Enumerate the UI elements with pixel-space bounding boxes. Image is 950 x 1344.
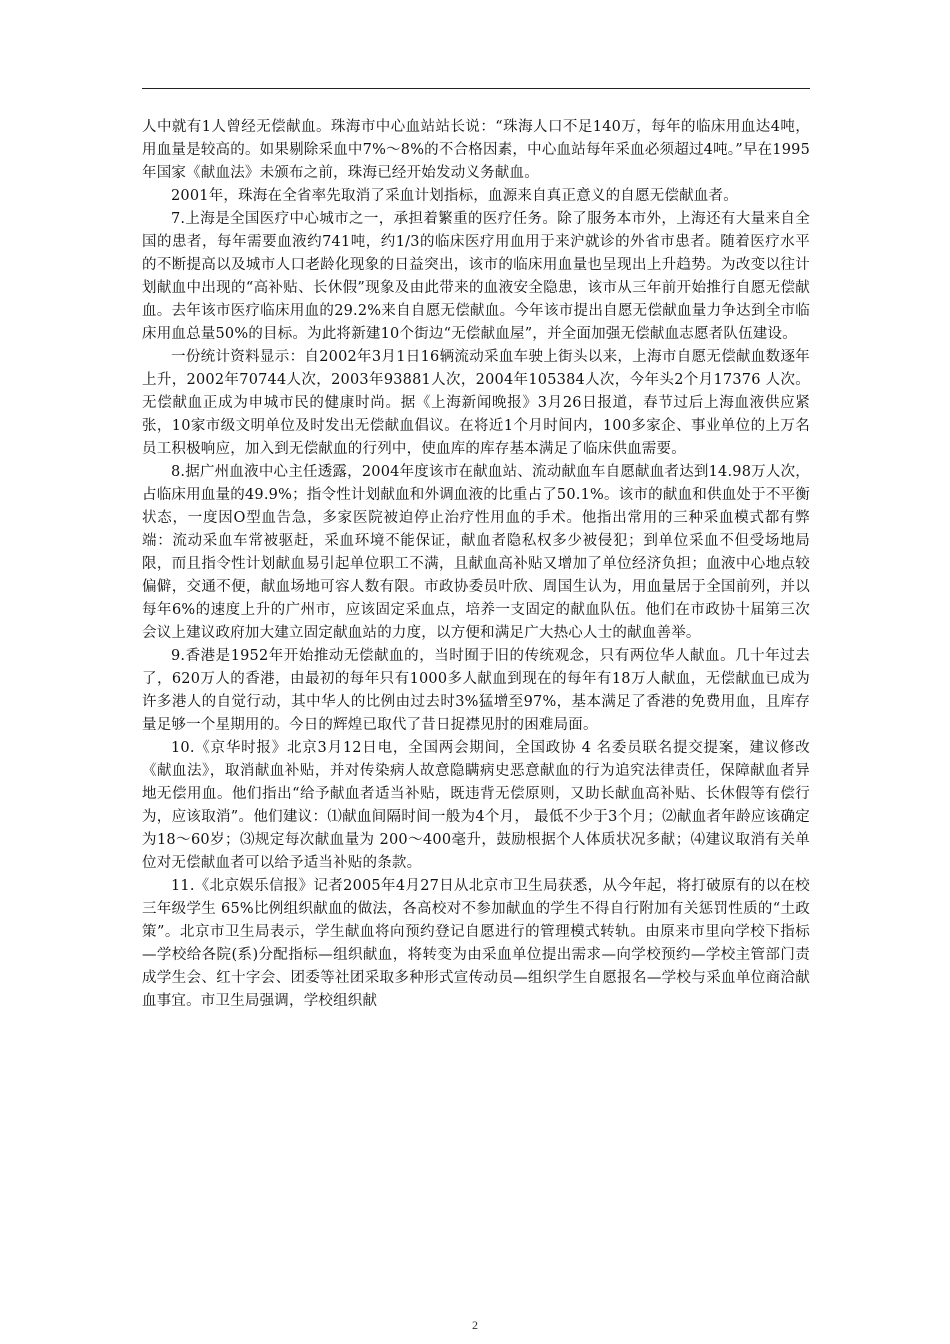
paragraph-8: 11.《北京娱乐信报》记者2005年4月27日从北京市卫生局获悉，从今年起，将打破原有的以在校三年级学生 65%比例组织献血的做法，各高校对不参加献血的学生不得自行附加有关惩罚性质的“土政策”。北京市卫生局表示，学生献血将向预约登记自愿进行的管理模式转轨。由原来市里向学校下指标—学校给各院(系)分配指标—组织献血，将转变为由采血单位提出需求—向学校预约—学校主管部门责成学生会、红十字会、团委等社团采取多种形式宣传动员—组织学生自愿报名—学校与采血单位商洽献血事宜。市卫生局强调，学校组织献 [142,878,810,1009]
paragraph-3: 7.上海是全国医疗中心城市之一，承担着繁重的医疗任务。除了服务本市外，上海还有大量来自全国的患者，每年需要血液约741吨，约1/3的临床医疗用血用于来沪就诊的外省市患者。随着医疗水平的不断提高以及城市人口老龄化现象的日益突出，该市的临床用血量也呈现出上升趋势。为改变以往计划献血中出现的“高补贴、长休假”现象及由此带来的血液安全隐患，该市从三年前开始推行自愿无偿献血。去年该市医疗临床用血的29.2%来自自愿无偿献血。今年该市提出自愿无偿献血量力争达到全市临床用血总量50%的目标。为此将新建10个街边“无偿献血屋”，并全面加强无偿献血志愿者队伍建设。 [142,211,810,342]
paragraph-5: 8.据广州血液中心主任透露，2004年度该市在献血站、流动献血车自愿献血者达到14.98万人次，占临床用血量的49.9%；指令性计划献血和外调血液的比重占了50.1%。该市的献血和供血处于不平衡状态，一度因O型血告急，多家医院被迫停止治疗性用血的手术。他指出常用的三种采血模式都有弊端：流动采血车常被驱赶，采血环境不能保证，献血者隐私权多少被侵犯；到单位采血不但受场地局限，而且指令性计划献血易引起单位职工不满，且献血高补贴又增加了单位经济负担；血液中心地点较偏僻，交通不便，献血场地可容人数有限。市政协委员叶欣、周国生认为，用血量居于全国前列，并以每年6%的速度上升的广州市，应该固定采血点，培养一支固定的献血队伍。他们在市政协十届第三次会议上建议政府加大建立固定献血站的力度，以方便和满足广大热心人士的献血善举。 [142,464,810,641]
page-number: 2 [472,1318,478,1332]
paragraph-1: 人中就有1人曾经无偿献血。珠海市中心血站站长说：“珠海人口不足140万，每年的临床用血达4吨，用血量是较高的。如果剔除采血中7%～8%的不合格因素，中心血站每年采血必须超过4吨。”早在1995年国家《献血法》未颁布之前，珠海已经开始发动义务献血。 [142,119,810,181]
paragraph-4: 一份统计资料显示：自2002年3月1日16辆流动采血车驶上街头以来，上海市自愿无偿献血数逐年上升，2002年70744人次，2003年93881人次，2004年105384人次，今年头2个月17376 人次。无偿献血正成为申城市民的健康时尚。据《上海新闻晚报》3月26日报道，春节过后上海血液供应紧张，10家市级文明单位及时发出无偿献血倡议。在将近1个月时间内，100多家企、事业单位的上万名员工积极响应，加入到无偿献血的行列中，使血库的库存基本满足了临床供血需要。 [142,349,810,457]
header-rule [142,88,810,89]
paragraph-2: 2001年，珠海在全省率先取消了采血计划指标，血源来自真正意义的自愿无偿献血者。 [171,188,738,204]
document-body [142,116,810,1013]
paragraph-7: 10.《京华时报》北京3月12日电，全国两会期间，全国政协 4 名委员联名提交提案，建议修改《献血法》，取消献血补贴，并对传染病人故意隐瞒病史恶意献血的行为追究法律责任，保障献血者异地无偿用血。他们指出“给予献血者适当补贴，既违背无偿原则，又助长献血高补贴、长休假等有偿行为，应该取消”。他们建议：⑴献血间隔时间一般为4个月， 最低不少于3个月；⑵献血者年龄应该确定为18～60岁；⑶规定每次献血量为 200～400毫升，鼓励根据个人体质状况多献；⑷建议取消有关单位对无偿献血者可以给予适当补贴的条款。 [142,740,810,871]
paragraph-6: 9.香港是1952年开始推动无偿献血的，当时囿于旧的传统观念，只有两位华人献血。几十年过去了，620万人的香港，由最初的每年只有1000多人献血到现在的每年有18万人献血，无偿献血已成为许多港人的自觉行动，其中华人的比例由过去时3%猛增至97%，基本满足了香港的免费用血，且库存量足够一个星期用的。今日的辉煌已取代了昔日捉襟见肘的困难局面。 [142,648,810,733]
